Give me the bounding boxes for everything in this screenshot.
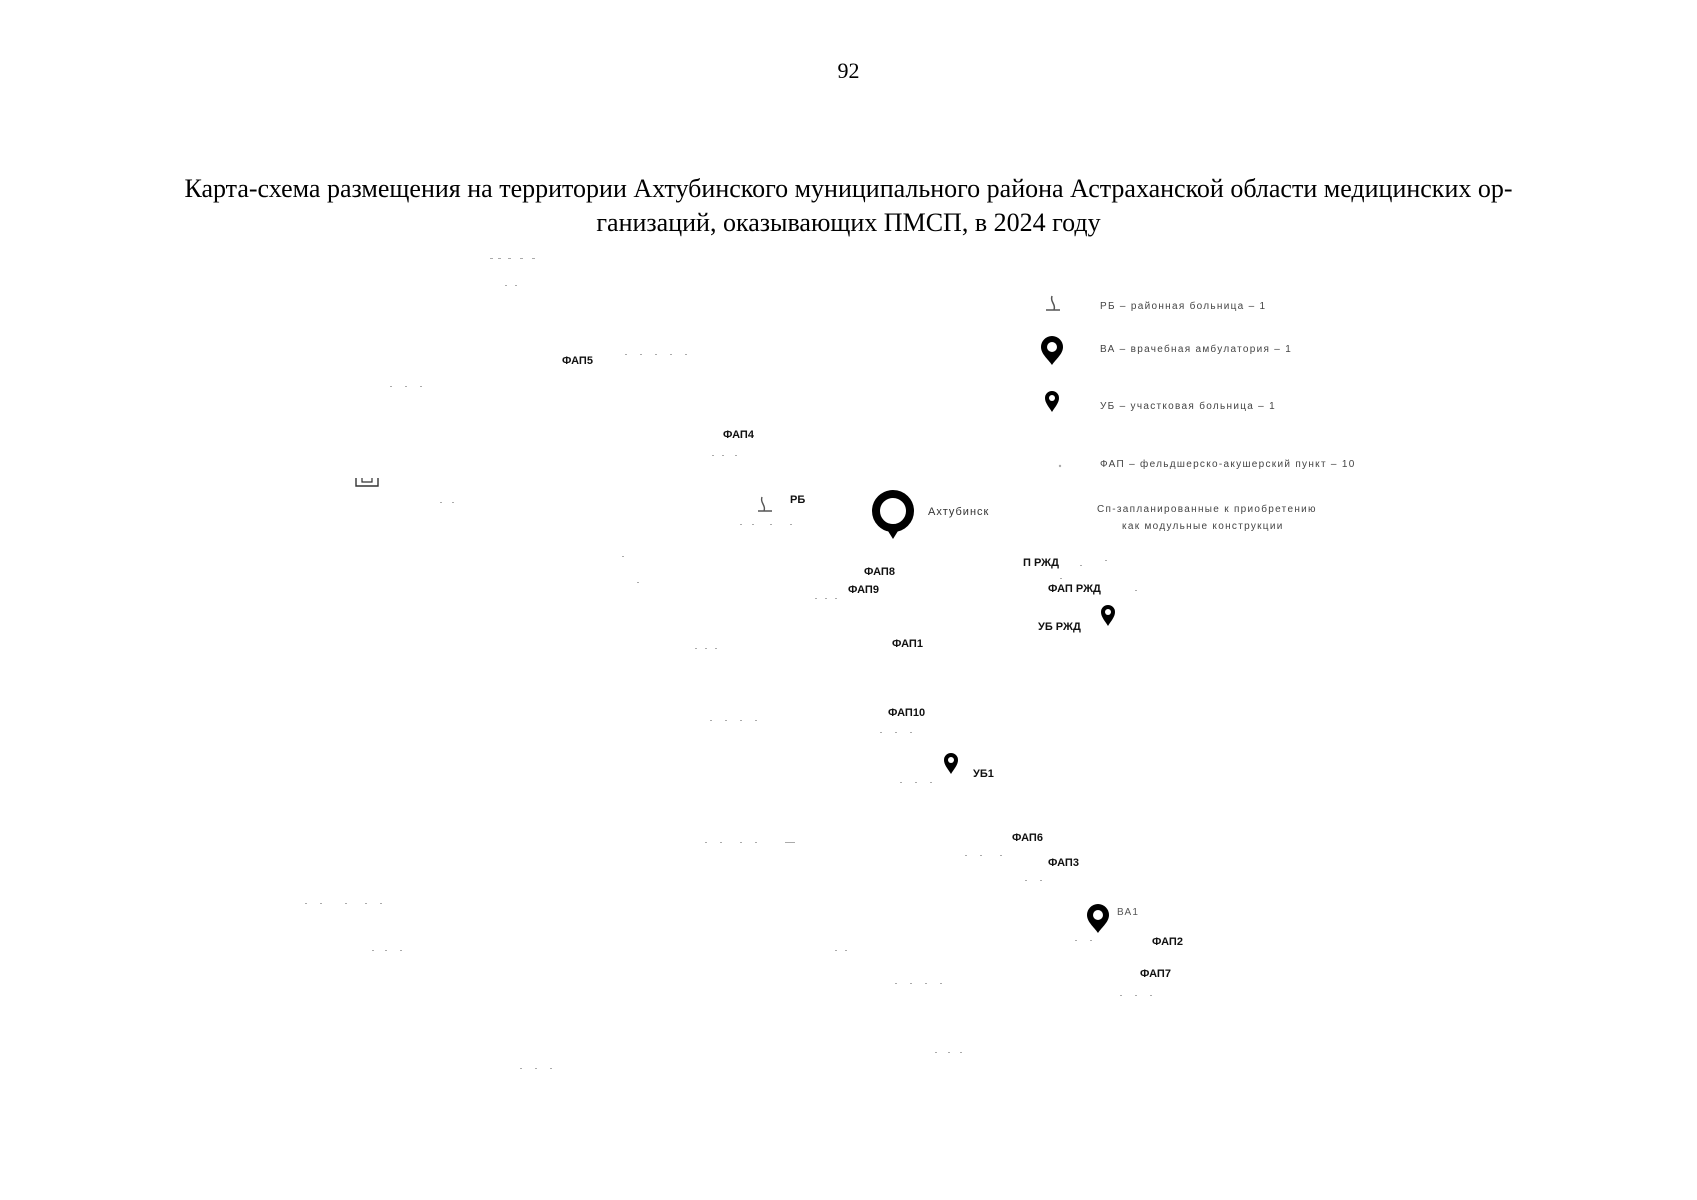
map-title-line2: ганизаций, оказывающих ПМСП, в 2024 году	[596, 208, 1101, 237]
facility-label: ФАП6	[1012, 832, 1043, 844]
small-pin-icon	[944, 753, 958, 774]
facility-label: П РЖД	[1023, 557, 1059, 569]
legend-dot-icon	[1059, 465, 1061, 467]
page-number: 92	[837, 58, 860, 83]
small-pin-icon	[1101, 605, 1115, 626]
legend-item-text: как модульные конструкции	[1122, 521, 1284, 532]
legend-hospital-icon	[1046, 296, 1060, 310]
legend	[1041, 296, 1356, 532]
city-marker-icon	[876, 494, 910, 539]
facility-label: ФАП8	[864, 566, 895, 578]
large-pin-icon	[1087, 904, 1109, 933]
facility-label: ФАП2	[1152, 936, 1183, 948]
map-background-marks	[305, 258, 1152, 1069]
facility-label: УБ РЖД	[1038, 621, 1081, 633]
facility-label: ФАП1	[892, 638, 923, 650]
legend-item-text: РБ – районная больница – 1	[1100, 301, 1267, 312]
facility-label: ФАП5	[562, 355, 593, 367]
facility-label: ФАП10	[888, 707, 926, 719]
legend-item-text: ВА – врачебная амбулатория – 1	[1100, 344, 1293, 355]
facility-label: УБ1	[973, 768, 994, 780]
facility-label: ФАП3	[1048, 857, 1079, 869]
facility-label: ФАП РЖД	[1048, 583, 1101, 595]
legend-item-text: УБ – участковая больница – 1	[1100, 401, 1276, 412]
facility-label: ВА1	[1117, 907, 1140, 918]
hospital-icon	[356, 478, 378, 486]
legend-large-pin-icon	[1041, 336, 1063, 365]
rb-hospital-icon	[758, 497, 772, 511]
map-title-line1: Карта-схема размещения на территории Ахтубинского муниципального района Астраханской области медицинских ор-	[184, 174, 1513, 203]
legend-item-text: Сп-запланированные к приобретению	[1097, 504, 1317, 515]
facility-label: ФАП4	[723, 429, 754, 441]
facility-label: ФАП7	[1140, 968, 1171, 980]
city-label: Ахтубинск	[928, 506, 990, 518]
facility-label: РБ	[790, 494, 806, 506]
legend-item-text: ФАП – фельдшерско-акушерский пункт – 10	[1100, 459, 1356, 470]
legend-small-pin-icon	[1045, 391, 1059, 412]
facility-label: ФАП9	[848, 584, 879, 596]
